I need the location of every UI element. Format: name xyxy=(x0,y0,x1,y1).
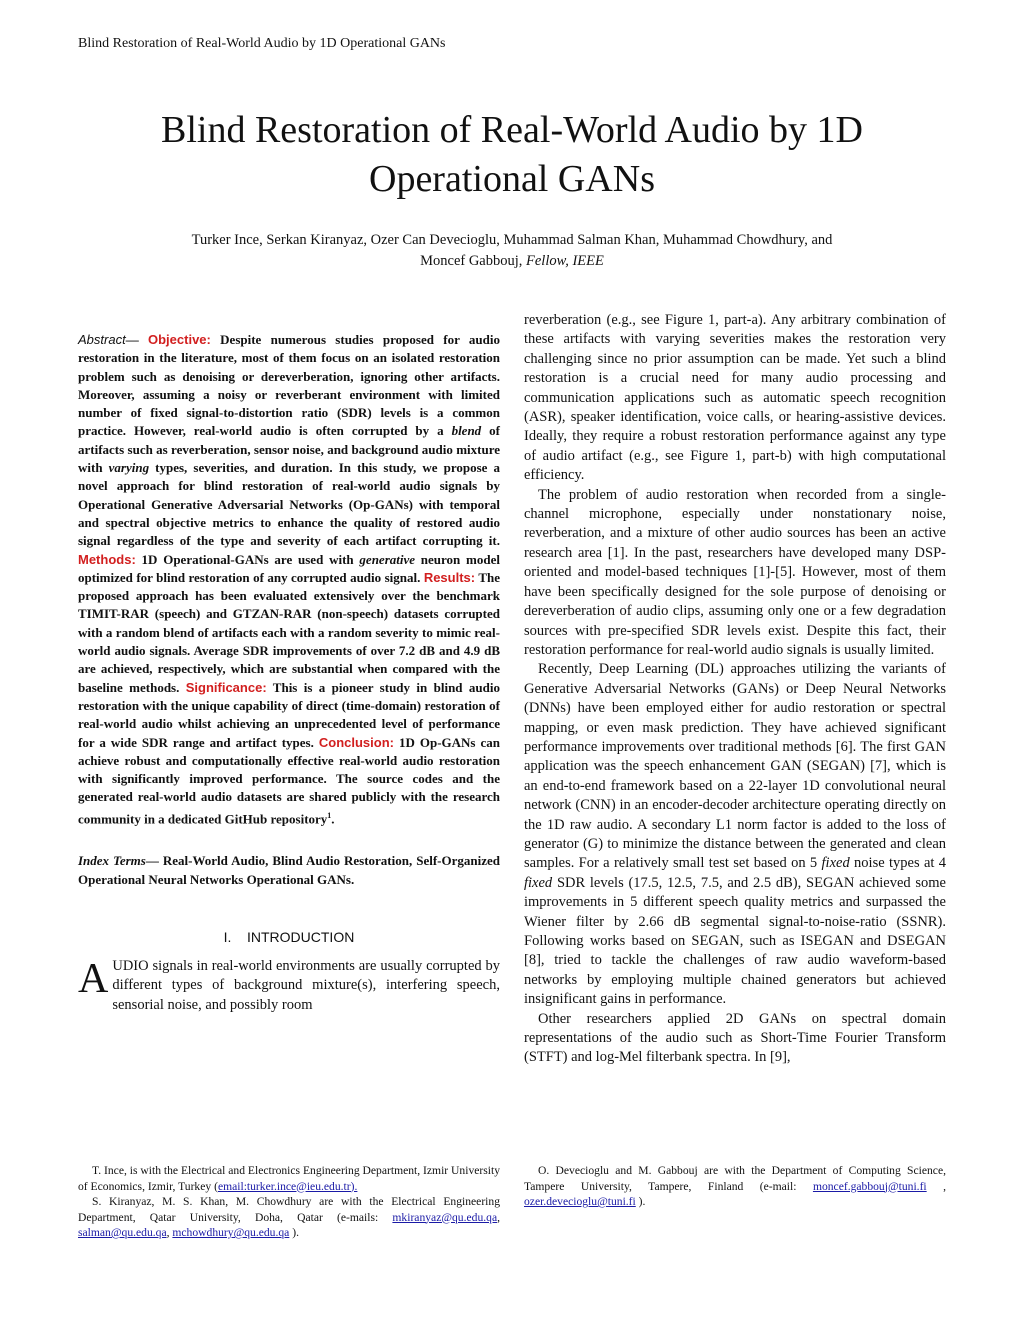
email-link-kiranyaz[interactable]: mkiranyaz@qu.edu.qa xyxy=(392,1210,498,1224)
section-title: INTRODUCTION xyxy=(247,928,355,945)
running-header: Blind Restoration of Real-World Audio by 1D Operational GANs xyxy=(78,36,446,51)
footnote-devecioglu-text: O. Devecioglu and M. Gabbouj are with the Department of Computing Science, Tampere University, Tampere, Finland (e-mail: xyxy=(524,1164,946,1193)
email-link-devecioglu[interactable]: ozer.devecioglu@tuni.fi xyxy=(524,1195,636,1208)
intro-text: UDIO signals in real-world environments are usually corrupted by different types of background mixture(s), interfering speech, sensorial noise, and possibly room xyxy=(112,957,500,1013)
title-line-1: Blind Restoration of Real-World Audio by 1D xyxy=(161,109,863,151)
abstract xyxy=(78,331,500,828)
footnote-kiranyaz-text: S. Kiranyaz, M. S. Khan, M. Chowdhury are with the Electrical Engineering Department, Qatar University, Doha, Qatar (e-mails: xyxy=(78,1195,500,1224)
abstract-label: Abstract xyxy=(78,332,126,347)
section-heading xyxy=(78,929,500,945)
conclusion-label: Conclusion: xyxy=(318,734,394,750)
email-sep-1: , xyxy=(497,1210,500,1224)
footnote-ince-text: T. Ince, is with the Electrical and Electronics Engineering Department, Izmir University of Economics, Izmir, Turkey ( xyxy=(78,1164,500,1193)
author-list xyxy=(100,230,924,272)
footnotes-right xyxy=(524,1163,946,1210)
email-sep-2: , xyxy=(166,1226,173,1239)
authors-line-1: Turker Ince, Serkan Kiranyaz, Ozer Can Devecioglu, Muhammad Salman Khan, Muhammad Chowdhury, and xyxy=(191,232,833,248)
paragraph-3 xyxy=(524,660,946,1009)
index-terms-dash: — xyxy=(145,853,163,869)
index-terms-text: Real-World Audio, Blind Audio Restoration, Self-Organized Operational Neural Networks Operational GANs. xyxy=(78,853,500,887)
objective-text-3: types, severities, and duration. In this study, we propose a novel approach for blind restoration of real-world audio signals by Operational Generative Adversarial Networks (Op-GANs) with temporal and spectral objective metrics to enhance the quality of restored audio signal regardless of the type and severity of each artifact corrupting it. xyxy=(78,460,500,549)
title-line-2: Operational GANs xyxy=(369,158,655,200)
objective-text-2: of artifacts such as reverberation, sensor noise, and background audio mixture with xyxy=(78,423,500,476)
intro-paragraph xyxy=(78,957,500,1015)
objective-label: Objective: xyxy=(148,332,211,347)
generative-word: generative xyxy=(359,551,416,567)
abstract-end: . xyxy=(331,811,335,827)
abstract-dash: — xyxy=(125,332,148,347)
methods-label: Methods: xyxy=(78,551,136,567)
authors-line-2 xyxy=(100,251,924,272)
email-link-ince[interactable]: email:turker.ince@ieu.edu.tr). xyxy=(217,1179,358,1193)
results-label: Results: xyxy=(423,569,476,585)
paper-title xyxy=(0,106,1024,204)
methods-text: 1D Operational-GANs are used with xyxy=(135,551,360,567)
drop-cap: A xyxy=(78,955,109,1002)
objective-text: Despite numerous studies proposed for audio restoration in the literature, most of them focus on an isolated restoration problem such as denoising or dereverberation, ignoring other artifacts. Moreover, assuming a noisy or reverberant environment with limited number of fixed signal-to-distortion ratio (SDR) levels is a common practice. However, real-world audio is often corrupted by a xyxy=(78,332,501,439)
footnote-kiranyaz-end: ). xyxy=(289,1226,299,1239)
fixed-word-2: fixed xyxy=(524,874,553,891)
left-column xyxy=(78,331,500,1015)
footnote-ince xyxy=(78,1163,500,1194)
p3-text-c: SDR levels (17.5, 12.5, 7.5, and 2.5 dB), SEGAN achieved some improvements in 5 different speech quality metrics and surpassed the Wiener filter by 2.66 dB segmental signal-to-noise-ratio (SSNR). Following works based on SEGAN, such as ISEGAN and DSEGAN [8], tried to tackle the challenges of raw audio waveform-based networks by employing multiple chained generators but achieved insignificant gains in performance. xyxy=(524,874,946,1008)
blend-word: blend xyxy=(451,423,482,439)
email-link-chowdhury[interactable]: mchowdhury@qu.edu.qa xyxy=(172,1226,290,1239)
varying-word: varying xyxy=(108,460,150,476)
results-text: The proposed approach has been evaluated extensively over the benchmark TIMIT-RAR (speech) and GTZAN-RAR (non-speech) datasets corrupted with a random blend of artifacts each with a random severity to mimic real-world audio signals. Average SDR improvements of over 7.2 dB and 4.9 dB are achieved, respectively, which are substantial when compared with the baseline methods. xyxy=(78,569,500,695)
section-number: I. xyxy=(223,928,232,945)
paragraph-4: Other researchers applied 2D GANs on spectral domain representations of the audio such as Short-Time Fourier Transform (STFT) and log-Mel filterbank spectra. In [9], xyxy=(524,1010,946,1066)
right-column xyxy=(524,311,946,1068)
author-name: Moncef Gabbouj, xyxy=(420,253,527,269)
footnote-devecioglu xyxy=(524,1163,946,1210)
footnote-devecioglu-end: ). xyxy=(635,1195,646,1208)
index-terms-label: Index Terms xyxy=(78,853,146,869)
significance-text: This is a pioneer study in blind audio restoration with the unique capability of direct (time-domain) restoration of real-world audio whilst achieving an unprecedented level of performance for a wide SDR range and artifact types. xyxy=(78,679,500,750)
p3-text-b: noise types at 4 xyxy=(849,855,946,872)
footnote-kiranyaz xyxy=(78,1194,500,1241)
significance-label: Significance: xyxy=(185,679,267,695)
p3-text-a: Recently, Deep Learning (DL) approaches utilizing the variants of Generative Adversarial Networks (GANs) or Deep Neural Networks (DNNs) have been employed either for audio restoration or spectral mapping, or even mask prediction. They have achieved significant performance improvements over traditional methods [6]. The first GAN application was the speech enhancement GAN (SEGAN) [7], which is an end-to-end framework based on a 22-layer 1D convolutional neural network (CNN) in an encoder-decoder architecture operating directly on the 1D raw audio. A secondary L1 norm factor is added to the loss of generator (G) to minimize the distance between the generated and clean samples. For a relatively small test set based on 5 xyxy=(524,661,946,872)
email-sep-3: , xyxy=(926,1179,947,1193)
email-link-salman[interactable]: salman@qu.edu.qa xyxy=(78,1226,167,1239)
conclusion-text: 1D Op-GANs can achieve robust and computationally effective real-world audio restoration with significantly improved performance. The source codes and the generated real-world audio datasets are shared publicly with the research community in a dedicated GitHub repository xyxy=(78,734,500,827)
methods-text-2: neuron model optimized for blind restoration of any corrupted audio signal. xyxy=(78,551,501,585)
paragraph-1: reverberation (e.g., see Figure 1, part-a). Any arbitrary combination of these artifacts with varying severities makes the restoration very challenging since no prior assumption can be made. Yet such a blind restoration is a crucial need for many audio processing and communication applications such as automatic speech recognition (ASR), speaker identification, voice calls, or hearing-assistive devices. Ideally, they require a robust restoration performance against any type of audio artifact (e.g., see Figure 1, part-b) with high computational efficiency. xyxy=(524,312,946,484)
fixed-word-1: fixed xyxy=(821,855,850,872)
index-terms xyxy=(78,852,500,889)
email-link-gabbouj[interactable]: moncef.gabbouj@tuni.fi xyxy=(812,1179,927,1193)
footnote-mark: 1 xyxy=(327,810,332,820)
paragraph-2: The problem of audio restoration when recorded from a single-channel microphone, especially under nonstationary noise, reverberation, and a mixture of other audio sources has been an active research area [1]. In the past, researchers have developed many DSP-oriented and model-based techniques [1]-[5]. However, most of them have been specifically designed for the sole purpose of denoising or dereverberation of audio clips, assuming only one or a few degradation sources with pre-specified SDR levels exist. Despite this fact, their restoration performance for real-world audio signals is usually limited. xyxy=(524,486,946,658)
author-title: Fellow, IEEE xyxy=(526,253,604,269)
footnotes-left xyxy=(78,1163,500,1241)
